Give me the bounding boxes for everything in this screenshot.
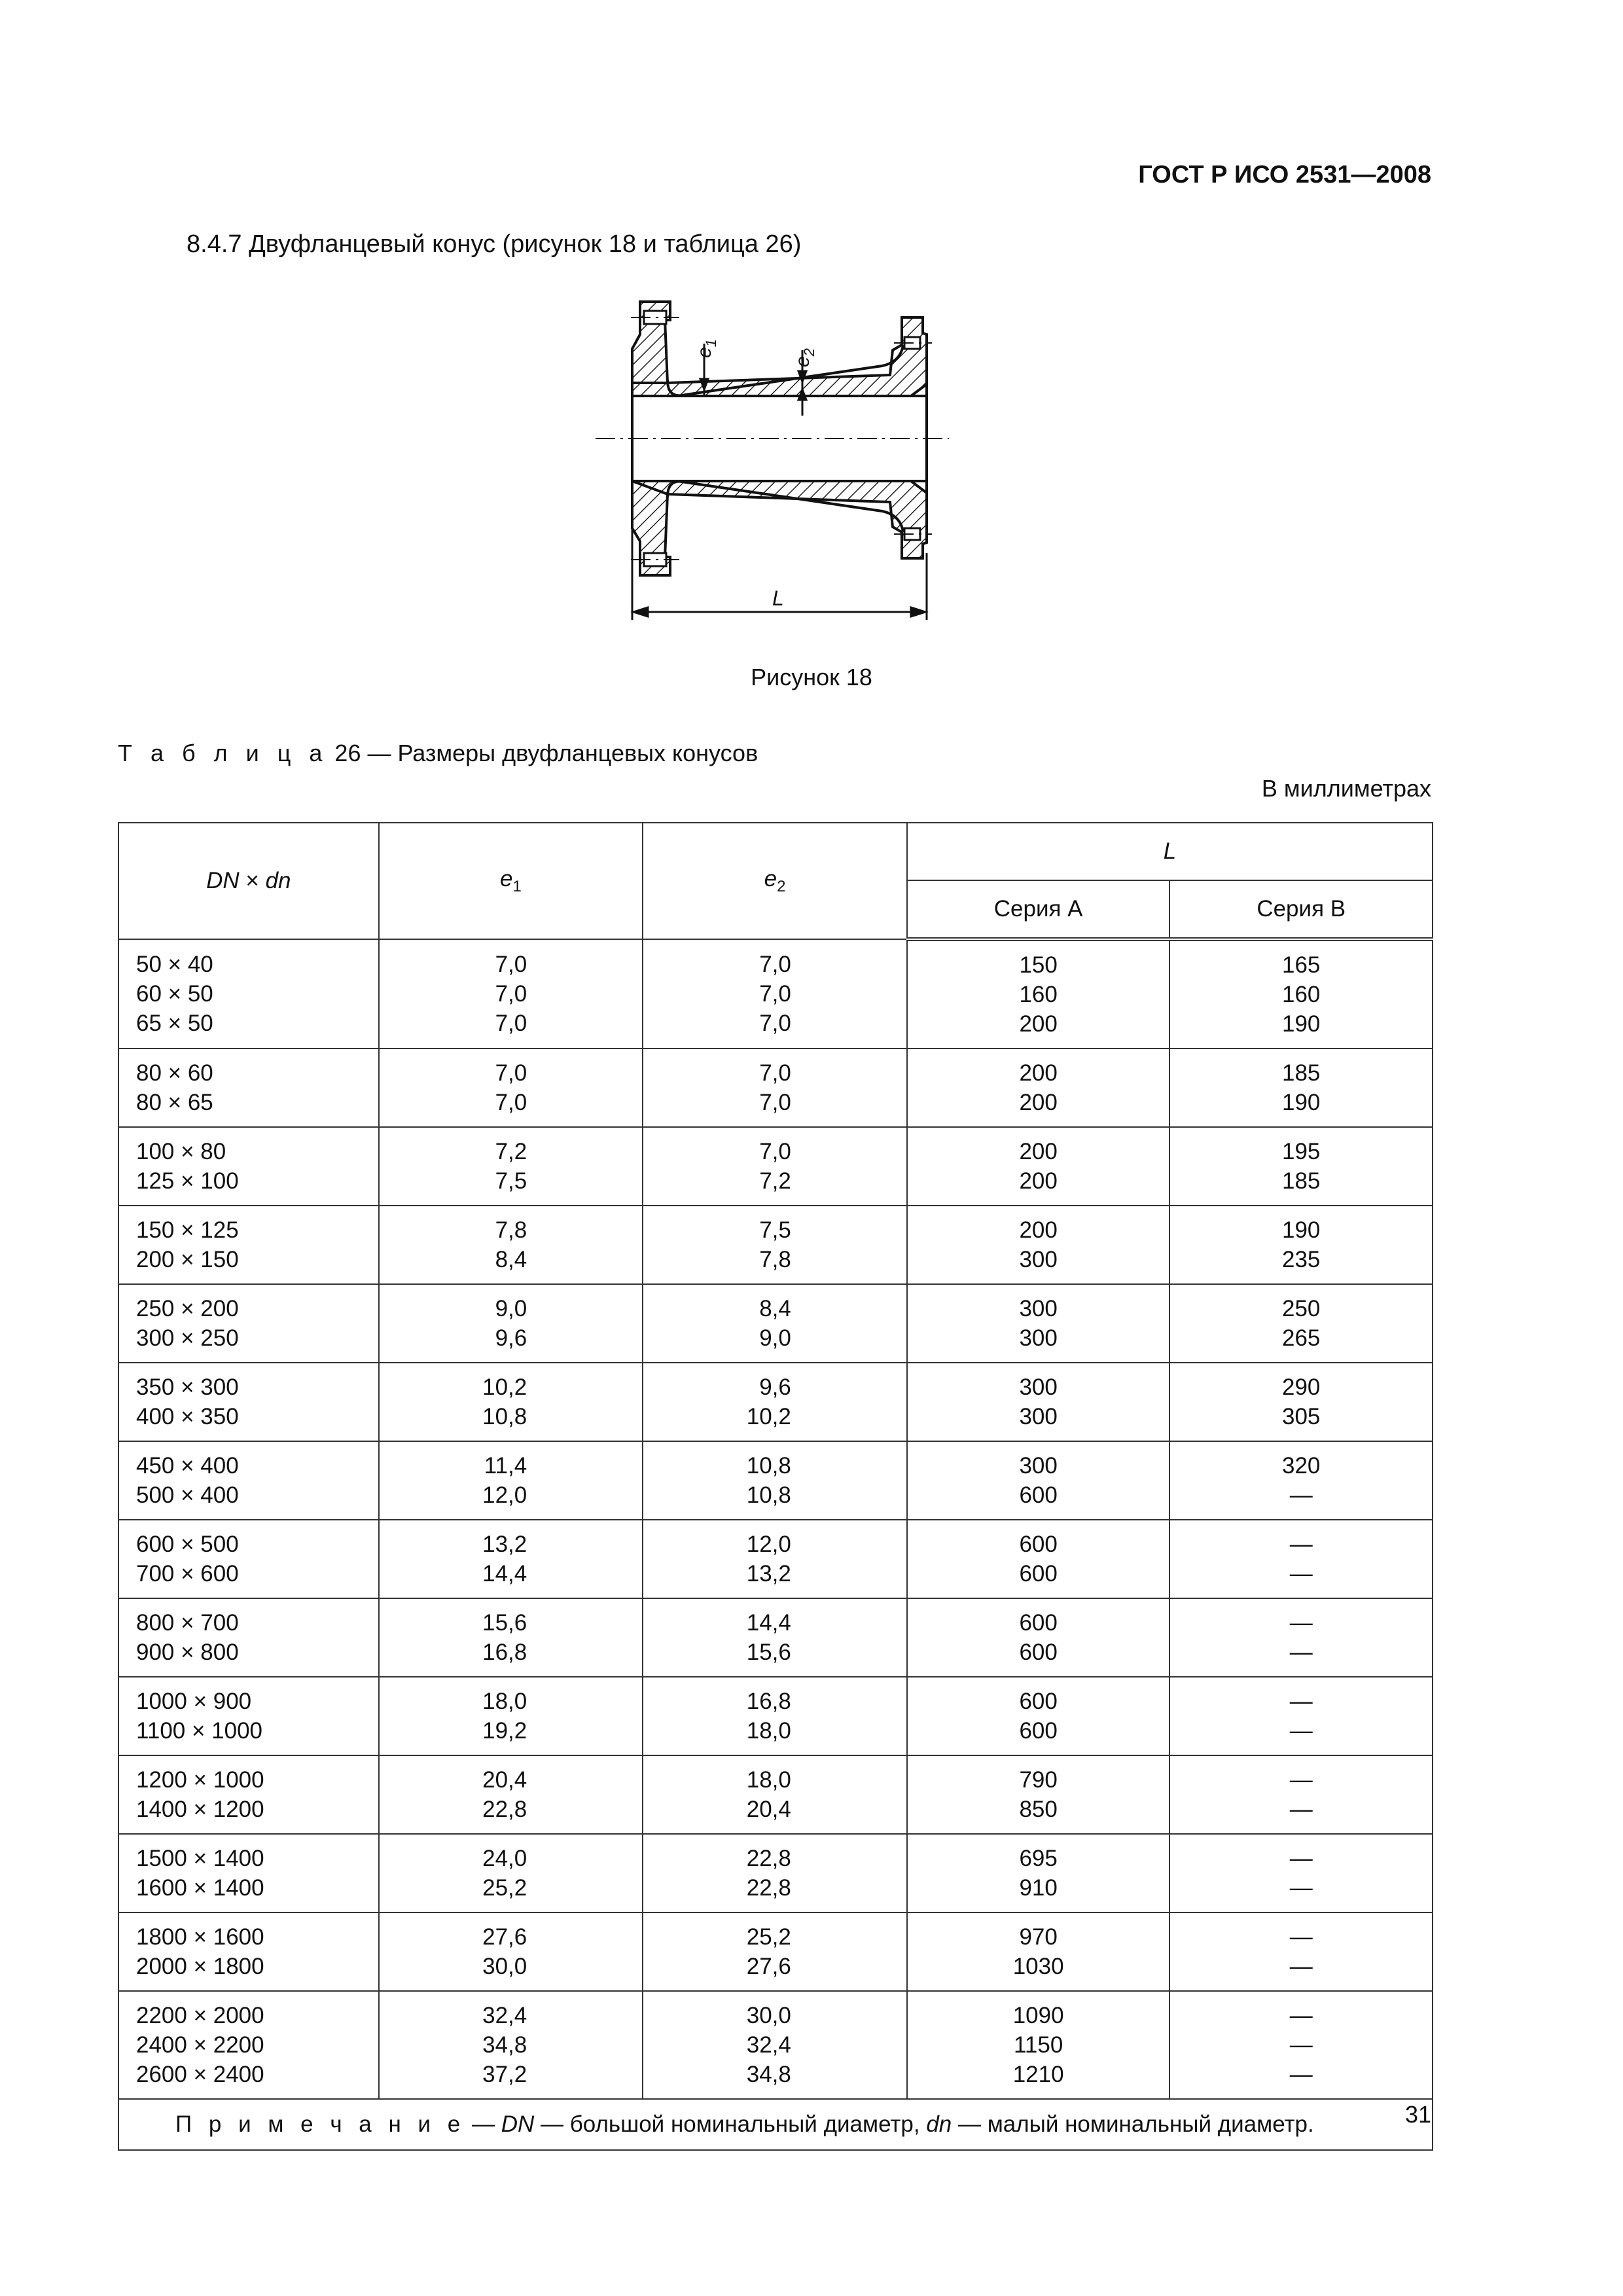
cell-value: 600 — [1019, 1610, 1058, 1636]
cell-value: 10,8 — [746, 1453, 791, 1479]
cell-value: 7,0 — [759, 1011, 791, 1036]
table-row — [118, 1834, 1433, 1912]
table-cell-e1 — [379, 939, 643, 1049]
table-cell-e1 — [379, 1598, 643, 1677]
cell-value: 400 × 350 — [136, 1404, 239, 1429]
cell-value: 7,0 — [495, 1011, 527, 1036]
dimensions-table — [118, 822, 1433, 2151]
cell-value: 600 — [1019, 1532, 1058, 1557]
cell-value: 16,8 — [746, 1689, 791, 1714]
cell-value: 14,4 — [482, 1561, 527, 1587]
cell-value: 18,0 — [482, 1689, 527, 1714]
cell-value: 1800 × 1600 — [136, 1924, 264, 1950]
table-cell-dn — [118, 939, 379, 1049]
cell-value: 850 — [1019, 1797, 1058, 1822]
cell-value: 15,6 — [746, 1640, 791, 1665]
cell-value: 200 — [1019, 1139, 1058, 1164]
cell-value: 185 — [1282, 1060, 1321, 1086]
table-row — [118, 1127, 1433, 1206]
header-series-a: Серия А — [907, 880, 1170, 939]
cell-value: 32,4 — [482, 2003, 527, 2028]
cell-value: 7,0 — [759, 1139, 791, 1164]
cell-value: 600 × 500 — [136, 1532, 239, 1557]
cell-value: — — [1289, 1532, 1313, 1557]
cell-value: 1210 — [1012, 2062, 1064, 2087]
cell-value: 200 — [1019, 1090, 1058, 1115]
table-row — [118, 1363, 1433, 1441]
cell-value: 190 — [1282, 1011, 1321, 1037]
cell-value: 200 — [1019, 1217, 1058, 1243]
cell-value: — — [1289, 1561, 1313, 1587]
table-cell-dn — [118, 1441, 379, 1520]
cell-value: 9,6 — [495, 1325, 527, 1351]
table-cell-lb — [1169, 1912, 1433, 1991]
table-cell-e2 — [643, 939, 907, 1049]
table-cell-la — [907, 1677, 1170, 1755]
cell-value: 1500 × 1400 — [136, 1846, 264, 1871]
cell-value: — — [1289, 1924, 1313, 1950]
table-cell-la — [907, 1598, 1170, 1677]
cell-value: 7,8 — [759, 1247, 791, 1272]
section-title: 8.4.7 Двуфланцевый конус (рисунок 18 и таблица 26) — [187, 230, 802, 258]
table-cell-e2 — [643, 1284, 907, 1363]
cell-value: 265 — [1282, 1325, 1321, 1351]
cell-value: 34,8 — [746, 2062, 791, 2087]
cell-value: 32,4 — [746, 2032, 791, 2058]
cell-value: 30,0 — [746, 2003, 791, 2028]
table-cell-lb — [1169, 1049, 1433, 1127]
cell-value: 200 — [1019, 1011, 1058, 1037]
cell-value: 235 — [1282, 1247, 1321, 1272]
table-cell-lb — [1169, 1834, 1433, 1912]
table-body — [118, 939, 1433, 2099]
table-row — [118, 1049, 1433, 1127]
cell-value: 300 — [1019, 1404, 1058, 1429]
table-cell-e2 — [643, 1834, 907, 1912]
cell-value: 27,6 — [482, 1924, 527, 1950]
cell-value: 200 × 150 — [136, 1247, 239, 1272]
table-cell-e2 — [643, 1206, 907, 1284]
cell-value: 12,0 — [482, 1482, 527, 1508]
cell-value: 65 × 50 — [136, 1011, 213, 1036]
cell-value: 10,2 — [482, 1374, 527, 1400]
cell-value: 7,2 — [759, 1168, 791, 1194]
header-series-b: Серия В — [1169, 880, 1433, 939]
table-cell-dn — [118, 1284, 379, 1363]
table-cell-lb — [1169, 1127, 1433, 1206]
cell-value: 150 — [1019, 952, 1058, 978]
cell-value: — — [1289, 2062, 1313, 2087]
table-cell-e2 — [643, 1363, 907, 1441]
cell-value: 1150 — [1014, 2032, 1063, 2058]
cell-value: 25,2 — [746, 1924, 791, 1950]
cell-value: — — [1289, 1640, 1313, 1665]
cell-value: 7,8 — [495, 1217, 527, 1243]
cell-value: 18,0 — [746, 1718, 791, 1744]
cell-value: 200 — [1019, 1060, 1058, 1086]
cell-value: 37,2 — [482, 2062, 527, 2087]
cell-value: — — [1289, 1610, 1313, 1636]
cell-value: 160 — [1282, 982, 1321, 1007]
table-cell-e2 — [643, 1520, 907, 1598]
cell-value: 600 — [1019, 1482, 1058, 1508]
cell-value: — — [1289, 2003, 1313, 2028]
cell-value: — — [1289, 1767, 1313, 1793]
cell-value: 7,0 — [759, 981, 791, 1007]
table-cell-e2 — [643, 1049, 907, 1127]
cell-value: 165 — [1282, 952, 1321, 978]
table-cell-la — [907, 1520, 1170, 1598]
table-cell-la — [907, 1834, 1170, 1912]
table-row — [118, 1912, 1433, 1991]
table-caption — [118, 740, 758, 767]
cell-value: 20,4 — [746, 1797, 791, 1822]
table-cell-la — [907, 1363, 1170, 1441]
table-cell-dn — [118, 1363, 379, 1441]
cell-value: 34,8 — [482, 2032, 527, 2058]
table-cell-lb — [1169, 1520, 1433, 1598]
figure-18-drawing — [582, 298, 949, 638]
cell-value: 7,0 — [495, 981, 527, 1007]
cell-value: 50 × 40 — [136, 952, 213, 977]
cell-value: 320 — [1282, 1453, 1321, 1479]
table-units: В миллиметрах — [1261, 775, 1431, 802]
cell-value: 2400 × 2200 — [136, 2032, 264, 2058]
table-cell-e1 — [379, 1755, 643, 1834]
table-cell-e1 — [379, 1441, 643, 1520]
table-cell-e1 — [379, 1206, 643, 1284]
table-row — [118, 1520, 1433, 1598]
cell-value: 60 × 50 — [136, 981, 213, 1007]
table-cell-lb — [1169, 1755, 1433, 1834]
cell-value: 20,4 — [482, 1767, 527, 1793]
cell-value: 2200 × 2000 — [136, 2003, 264, 2028]
table-cell-dn — [118, 1206, 379, 1284]
upper-wall-section — [632, 302, 927, 396]
table-cell-e2 — [643, 1127, 907, 1206]
table-cell-e1 — [379, 1363, 643, 1441]
cell-value: 600 — [1019, 1689, 1058, 1714]
table-row — [118, 939, 1433, 1049]
cell-value: 80 × 60 — [136, 1060, 213, 1086]
cell-value: 1030 — [1012, 1954, 1064, 1979]
table-cell-dn — [118, 1991, 379, 2099]
table-cell-e1 — [379, 1049, 643, 1127]
figure-caption: Рисунок 18 — [751, 664, 872, 691]
cell-value: 970 — [1019, 1924, 1058, 1950]
label-e1: $e_1$ — [694, 339, 719, 358]
cell-value: 13,2 — [746, 1561, 791, 1587]
table-cell-la — [907, 1127, 1170, 1206]
table-row — [118, 1284, 1433, 1363]
cell-value: 1400 × 1200 — [136, 1797, 264, 1822]
cell-value: 350 × 300 — [136, 1374, 239, 1400]
table-cell-e2 — [643, 1677, 907, 1755]
cell-value: 100 × 80 — [136, 1139, 226, 1164]
bolt-holes — [644, 311, 920, 566]
table-cell-e2 — [643, 1755, 907, 1834]
cell-value: 7,0 — [495, 1090, 527, 1115]
cell-value: 9,6 — [759, 1374, 791, 1400]
table-cell-la — [907, 1755, 1170, 1834]
cell-value: 22,8 — [746, 1875, 791, 1901]
cell-value: 7,0 — [759, 952, 791, 977]
table-cell-dn — [118, 1834, 379, 1912]
cell-value: 24,0 — [482, 1846, 527, 1871]
table-row — [118, 1206, 1433, 1284]
cell-value: 150 × 125 — [136, 1217, 239, 1243]
cell-value: 910 — [1019, 1875, 1058, 1901]
cell-value: 1000 × 900 — [136, 1689, 252, 1714]
cell-value: 700 × 600 — [136, 1561, 239, 1587]
cell-value: 300 — [1019, 1325, 1058, 1351]
table-cell-la — [907, 1284, 1170, 1363]
cell-value: 600 — [1019, 1561, 1058, 1587]
label-e2: $e_2$ — [792, 348, 817, 367]
table-cell-la — [907, 939, 1170, 1049]
table-cell-dn — [118, 1598, 379, 1677]
cell-value: 1600 × 1400 — [136, 1875, 264, 1901]
cell-value: — — [1289, 1875, 1313, 1901]
cell-value: 185 — [1282, 1168, 1321, 1194]
cell-value: 300 — [1019, 1247, 1058, 1272]
table-cell-lb — [1169, 1991, 1433, 2099]
table-row — [118, 1677, 1433, 1755]
table-cell-lb — [1169, 1284, 1433, 1363]
table-cell-e1 — [379, 1677, 643, 1755]
table-cell-e1 — [379, 1127, 643, 1206]
cell-value: 13,2 — [482, 1532, 527, 1557]
table-cell-e1 — [379, 1284, 643, 1363]
cell-value: 12,0 — [746, 1532, 791, 1557]
table-cell-lb — [1169, 1363, 1433, 1441]
cell-value: 22,8 — [482, 1797, 527, 1822]
cell-value: 2000 × 1800 — [136, 1954, 264, 1979]
cell-value: 25,2 — [482, 1875, 527, 1901]
cell-value: — — [1289, 1846, 1313, 1871]
cell-value: — — [1289, 1689, 1313, 1714]
cell-value: 8,4 — [759, 1296, 791, 1321]
cell-value: 8,4 — [495, 1247, 527, 1272]
cell-value: 250 — [1282, 1296, 1321, 1321]
cell-value: 19,2 — [482, 1718, 527, 1744]
table-cell-dn — [118, 1127, 379, 1206]
cell-value: 300 — [1019, 1296, 1058, 1321]
table-row — [118, 1598, 1433, 1677]
table-cell-e2 — [643, 1441, 907, 1520]
cell-value: 15,6 — [482, 1610, 527, 1636]
cell-value: 7,5 — [495, 1168, 527, 1194]
table-cell-e1 — [379, 1912, 643, 1991]
table-cell-e2 — [643, 1991, 907, 2099]
cell-value: 790 — [1019, 1767, 1058, 1793]
cell-value: 7,0 — [759, 1090, 791, 1115]
cell-value: 27,6 — [746, 1954, 791, 1979]
cell-value: 7,0 — [495, 1060, 527, 1086]
cell-value: 22,8 — [746, 1846, 791, 1871]
table-cell-la — [907, 1912, 1170, 1991]
cell-value: 7,0 — [495, 952, 527, 977]
table-cell-e1 — [379, 1834, 643, 1912]
cell-value: 2600 × 2400 — [136, 2062, 264, 2087]
header-L: L — [907, 823, 1433, 880]
table-cell-lb — [1169, 1598, 1433, 1677]
table-cell-dn — [118, 1049, 379, 1127]
cell-value: 300 — [1019, 1453, 1058, 1479]
table-cell-la — [907, 1991, 1170, 2099]
cell-value: 190 — [1282, 1217, 1321, 1243]
table-caption-text: 26 — Размеры двуфланцевых конусов — [334, 740, 758, 766]
cell-value: 450 × 400 — [136, 1453, 239, 1479]
cell-value: 300 — [1019, 1374, 1058, 1400]
cell-value: 160 — [1019, 982, 1058, 1007]
table-cell-dn — [118, 1520, 379, 1598]
header-e1: $e_1$ — [379, 823, 643, 939]
cell-value: 16,8 — [482, 1640, 527, 1665]
cell-value: 190 — [1282, 1090, 1321, 1115]
cell-value: — — [1289, 1954, 1313, 1979]
cell-value: 250 × 200 — [136, 1296, 239, 1321]
table-caption-prefix: Т а б л и ц а — [118, 740, 329, 766]
table-cell-dn — [118, 1677, 379, 1755]
label-L: L — [772, 586, 784, 610]
cell-value: 14,4 — [746, 1610, 791, 1636]
cell-value: 600 — [1019, 1640, 1058, 1665]
table-cell-lb — [1169, 939, 1433, 1049]
table-note: П р и м е ч а н и е — DN — большой номинальный диаметр, dn — малый номинальный диаметр. — [118, 2099, 1433, 2150]
table-cell-dn — [118, 1912, 379, 1991]
cell-value: 305 — [1282, 1404, 1321, 1429]
table-cell-lb — [1169, 1677, 1433, 1755]
cell-value: 300 × 250 — [136, 1325, 239, 1351]
table-row — [118, 1755, 1433, 1834]
cell-value: — — [1289, 1718, 1313, 1744]
cell-value: 9,0 — [759, 1325, 791, 1351]
cell-value: 1200 × 1000 — [136, 1767, 264, 1793]
cell-value: 900 × 800 — [136, 1640, 239, 1665]
cell-value: 80 × 65 — [136, 1090, 213, 1115]
cell-value: — — [1289, 2032, 1313, 2058]
cell-value: 10,8 — [482, 1404, 527, 1429]
cell-value: 7,0 — [759, 1060, 791, 1086]
lower-wall-section — [632, 481, 927, 575]
cell-value: 800 × 700 — [136, 1610, 239, 1636]
cell-value: 30,0 — [482, 1954, 527, 1979]
table-cell-la — [907, 1441, 1170, 1520]
table-row — [118, 1441, 1433, 1520]
cell-value: 10,2 — [746, 1404, 791, 1429]
cell-value: 695 — [1019, 1846, 1058, 1871]
table-cell-e2 — [643, 1598, 907, 1677]
cell-value: 7,5 — [759, 1217, 791, 1243]
cell-value: 10,8 — [746, 1482, 791, 1508]
cell-value: 125 × 100 — [136, 1168, 239, 1194]
table-cell-dn — [118, 1755, 379, 1834]
header-e2: $e_2$ — [643, 823, 907, 939]
cell-value: 195 — [1282, 1139, 1321, 1164]
cell-value: 1090 — [1012, 2003, 1064, 2028]
page-number: 31 — [1404, 2101, 1431, 2128]
cell-value: 500 × 400 — [136, 1482, 239, 1508]
cell-value: 11,4 — [484, 1453, 527, 1479]
table-cell-e2 — [643, 1912, 907, 1991]
cell-value: 600 — [1019, 1718, 1058, 1744]
cell-value: 1100 × 1000 — [136, 1718, 263, 1744]
table-cell-e1 — [379, 1991, 643, 2099]
cell-value: — — [1289, 1482, 1313, 1508]
cell-value: 7,2 — [495, 1139, 527, 1164]
table-cell-e1 — [379, 1520, 643, 1598]
header-dn: DN × dn — [118, 823, 379, 939]
cell-value: 290 — [1282, 1374, 1321, 1400]
table-cell-la — [907, 1049, 1170, 1127]
table-row — [118, 1991, 1433, 2099]
cell-value: 18,0 — [746, 1767, 791, 1793]
table-cell-la — [907, 1206, 1170, 1284]
cell-value: 200 — [1019, 1168, 1058, 1194]
cell-value: 9,0 — [495, 1296, 527, 1321]
standard-designation: ГОСТ Р ИСО 2531—2008 — [1138, 161, 1431, 188]
table-cell-lb — [1169, 1441, 1433, 1520]
table-cell-lb — [1169, 1206, 1433, 1284]
cell-value: — — [1289, 1797, 1313, 1822]
